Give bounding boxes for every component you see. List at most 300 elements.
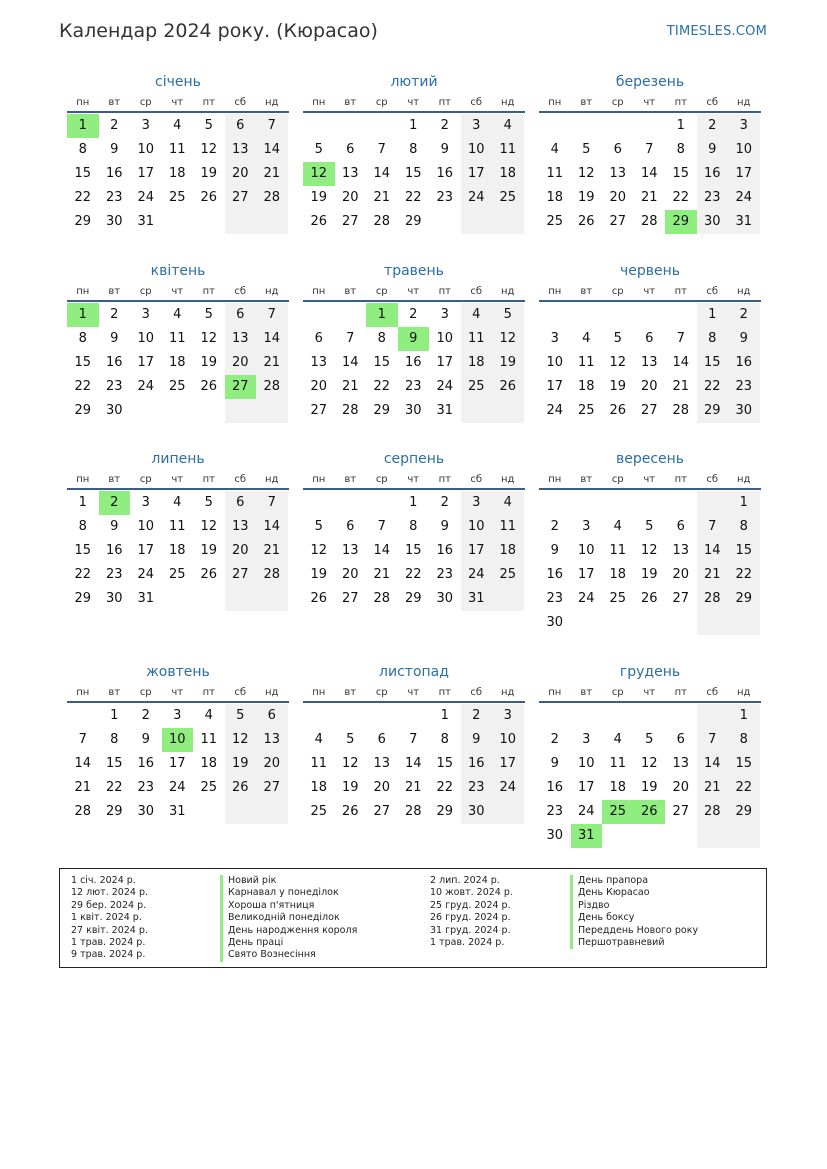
day-cell: 17 — [137, 355, 155, 370]
day-cell: 21 — [373, 190, 391, 205]
day-cell: 4 — [613, 732, 622, 747]
legend-holiday-name: Свято Вознесіння — [220, 949, 357, 961]
empty-cell — [634, 824, 666, 848]
day-cell: 10 — [728, 138, 760, 162]
day-cell: 24 — [137, 567, 155, 582]
day-cell: 31 — [168, 804, 186, 819]
day-cell: 9 — [461, 728, 493, 752]
weekday-label: чт — [407, 286, 420, 297]
day-cell: 5 — [204, 307, 213, 322]
month-4 — [67, 261, 289, 423]
weekday-label: нд — [265, 687, 279, 698]
month-12 — [539, 662, 761, 848]
weekday-label: сб — [470, 286, 483, 297]
weekday-label: вт — [108, 687, 121, 698]
empty-cell — [225, 587, 257, 611]
day-cell: 22 — [697, 375, 729, 399]
day-cell: 6 — [645, 331, 654, 346]
day-cell: 21 — [256, 539, 288, 563]
day-cell: 4 — [613, 519, 622, 534]
day-cell: 11 — [168, 331, 186, 346]
day-cell: 5 — [645, 732, 654, 747]
legend-holiday-name: Хороша п'ятниця — [220, 900, 357, 912]
day-cell: 29 — [697, 399, 729, 423]
empty-cell — [728, 611, 760, 635]
day-cell: 10 — [492, 728, 524, 752]
day-cell: 4 — [314, 732, 323, 747]
day-cell: 17 — [436, 355, 454, 370]
day-cell: 23 — [105, 567, 123, 582]
day-cell: 14 — [640, 166, 658, 181]
day-cell: 26 — [577, 214, 595, 229]
day-cell: 16 — [728, 351, 760, 375]
day-cell: 18 — [492, 539, 524, 563]
day-cell: 12 — [341, 756, 359, 771]
day-cell: 10 — [137, 331, 155, 346]
day-cell: 30 — [105, 591, 123, 606]
weekday-label: чт — [643, 474, 656, 485]
empty-cell — [634, 704, 666, 728]
day-cell: 24 — [461, 563, 493, 587]
day-cell: 28 — [256, 563, 288, 587]
day-cell: 12 — [310, 543, 328, 558]
day-cell: 24 — [577, 591, 595, 606]
weekday-label: пт — [438, 286, 451, 297]
empty-cell — [366, 704, 398, 728]
day-cell: 14 — [672, 355, 690, 370]
day-cell: 16 — [546, 567, 564, 582]
day-cell: 4 — [461, 303, 493, 327]
weekday-label: чт — [407, 687, 420, 698]
weekday-label: сб — [234, 474, 247, 485]
day-cell: 24 — [461, 186, 493, 210]
empty-cell — [461, 210, 493, 234]
day-cell: 8 — [110, 732, 119, 747]
holiday-day: 25 — [602, 800, 634, 824]
day-cell: 25 — [168, 567, 186, 582]
legend-date: 12 лют. 2024 р. — [71, 887, 148, 899]
weekday-label: вт — [580, 97, 593, 108]
day-cell: 3 — [461, 491, 493, 515]
month-name: лютий — [390, 74, 438, 90]
day-cell: 7 — [256, 303, 288, 327]
month-name: грудень — [619, 664, 681, 680]
weekday-label: вт — [580, 687, 593, 698]
day-cell: 28 — [373, 214, 391, 229]
empty-cell — [335, 491, 367, 515]
day-cell: 7 — [697, 515, 729, 539]
day-cell: 22 — [105, 780, 123, 795]
empty-cell — [492, 399, 524, 423]
weekday-label: пн — [76, 286, 90, 297]
empty-cell — [303, 491, 335, 515]
weekday-label: вт — [580, 286, 593, 297]
day-cell: 3 — [492, 704, 524, 728]
day-cell: 18 — [577, 379, 595, 394]
day-cell: 11 — [168, 142, 186, 157]
legend-date: 26 груд. 2024 р. — [430, 912, 511, 924]
empty-cell — [130, 399, 162, 423]
day-cell: 18 — [609, 567, 627, 582]
day-cell: 16 — [436, 166, 454, 181]
day-cell: 1 — [78, 495, 87, 510]
weekday-header — [303, 92, 525, 113]
day-cell: 20 — [640, 379, 658, 394]
day-cell: 30 — [137, 804, 155, 819]
weekday-label: чт — [171, 474, 184, 485]
empty-cell — [256, 210, 288, 234]
month-name: липень — [151, 451, 205, 467]
day-grid — [303, 303, 525, 423]
month-2 — [303, 72, 525, 234]
day-cell: 11 — [609, 756, 627, 771]
weekday-label: сб — [234, 286, 247, 297]
day-cell: 20 — [225, 539, 257, 563]
day-cell: 21 — [256, 351, 288, 375]
day-cell: 25 — [492, 186, 524, 210]
day-cell: 22 — [404, 567, 422, 582]
holiday-day: 27 — [225, 375, 257, 399]
empty-cell — [193, 587, 225, 611]
weekday-header — [539, 469, 761, 490]
day-cell: 13 — [341, 543, 359, 558]
day-cell: 29 — [436, 804, 454, 819]
day-cell: 3 — [461, 114, 493, 138]
weekday-label: пт — [674, 687, 687, 698]
day-grid — [303, 491, 525, 611]
day-cell: 8 — [440, 732, 449, 747]
day-grid — [67, 704, 289, 824]
month-5 — [303, 261, 525, 423]
day-cell: 18 — [609, 780, 627, 795]
weekday-label: сб — [706, 286, 719, 297]
day-cell: 25 — [492, 563, 524, 587]
site-link[interactable]: TIMESLES.COM — [666, 24, 767, 39]
month-name: вересень — [615, 451, 685, 467]
weekday-label: пн — [76, 97, 90, 108]
day-cell: 25 — [577, 403, 595, 418]
day-cell: 3 — [582, 519, 591, 534]
day-cell: 27 — [310, 403, 328, 418]
holiday-day: 1 — [67, 114, 99, 138]
day-cell: 9 — [550, 756, 559, 771]
day-cell: 24 — [137, 190, 155, 205]
day-cell: 3 — [141, 495, 150, 510]
day-cell: 20 — [225, 162, 257, 186]
weekday-label: ср — [139, 286, 152, 297]
day-cell: 30 — [697, 210, 729, 234]
day-cell: 28 — [74, 804, 92, 819]
empty-cell — [335, 303, 367, 327]
day-cell: 15 — [728, 539, 760, 563]
empty-cell — [539, 303, 571, 327]
day-cell: 30 — [461, 800, 493, 824]
day-cell: 6 — [346, 519, 355, 534]
day-cell: 9 — [110, 519, 119, 534]
day-cell: 14 — [341, 355, 359, 370]
day-cell: 26 — [492, 375, 524, 399]
day-cell: 8 — [78, 142, 87, 157]
weekday-label: вт — [108, 474, 121, 485]
weekday-label: сб — [234, 97, 247, 108]
month-6 — [539, 261, 761, 423]
page-title: Календар 2024 року. (Кюрасао) — [59, 20, 378, 42]
day-cell: 16 — [404, 355, 422, 370]
weekday-label: вт — [108, 97, 121, 108]
day-cell: 4 — [550, 142, 559, 157]
day-cell: 2 — [728, 303, 760, 327]
legend-date: 1 трав. 2024 р. — [430, 937, 505, 949]
day-cell: 24 — [436, 379, 454, 394]
day-cell: 5 — [492, 303, 524, 327]
day-cell: 2 — [409, 307, 418, 322]
day-cell: 11 — [609, 543, 627, 558]
day-cell: 10 — [577, 543, 595, 558]
day-cell: 13 — [225, 138, 257, 162]
legend-holiday-name: День прапора — [570, 875, 698, 887]
day-cell: 27 — [225, 563, 257, 587]
legend-date: 29 бер. 2024 р. — [71, 899, 147, 911]
day-cell: 5 — [582, 142, 591, 157]
day-cell: 19 — [200, 355, 218, 370]
empty-cell — [225, 210, 257, 234]
empty-cell — [539, 491, 571, 515]
day-cell: 12 — [200, 331, 218, 346]
day-cell: 9 — [697, 138, 729, 162]
day-cell: 1 — [676, 118, 685, 133]
weekday-header — [539, 92, 761, 113]
weekday-label: нд — [265, 97, 279, 108]
day-cell: 20 — [225, 351, 257, 375]
weekday-label: ср — [375, 286, 388, 297]
day-cell: 18 — [200, 756, 218, 771]
day-cell: 15 — [373, 355, 391, 370]
day-cell: 10 — [137, 519, 155, 534]
day-cell: 24 — [546, 403, 564, 418]
day-cell: 29 — [728, 800, 760, 824]
day-cell: 22 — [728, 563, 760, 587]
weekday-label: пн — [548, 97, 562, 108]
holiday-day: 29 — [665, 210, 697, 234]
weekday-label: нд — [501, 286, 515, 297]
day-cell: 22 — [74, 190, 92, 205]
day-cell: 19 — [200, 166, 218, 181]
day-cell: 1 — [409, 118, 418, 133]
day-cell: 19 — [492, 351, 524, 375]
weekday-label: ср — [611, 687, 624, 698]
weekday-label: сб — [706, 474, 719, 485]
day-cell: 21 — [640, 190, 658, 205]
month-name: листопад — [379, 664, 449, 680]
weekday-label: вт — [344, 97, 357, 108]
day-cell: 14 — [404, 756, 422, 771]
weekday-header — [303, 469, 525, 490]
empty-cell — [571, 611, 603, 635]
empty-cell — [665, 824, 697, 848]
weekday-label: нд — [265, 474, 279, 485]
day-cell: 10 — [436, 331, 454, 346]
day-cell: 11 — [461, 327, 493, 351]
day-cell: 7 — [645, 142, 654, 157]
month-name: серпень — [383, 451, 445, 467]
day-cell: 22 — [404, 190, 422, 205]
day-cell: 29 — [404, 591, 422, 606]
holiday-day: 10 — [162, 728, 194, 752]
empty-cell — [366, 114, 398, 138]
weekday-header — [67, 281, 289, 302]
weekday-label: вт — [344, 474, 357, 485]
holiday-legend — [59, 868, 767, 968]
day-cell: 2 — [550, 732, 559, 747]
day-cell: 27 — [640, 403, 658, 418]
empty-cell — [461, 399, 493, 423]
legend-date: 1 трав. 2024 р. — [71, 937, 146, 949]
legend-date: 9 трав. 2024 р. — [71, 949, 146, 961]
day-cell: 20 — [256, 752, 288, 776]
holiday-day: 12 — [303, 162, 335, 186]
weekday-label: сб — [706, 97, 719, 108]
legend-holiday-name: Новий рік — [220, 875, 357, 887]
day-cell: 9 — [110, 142, 119, 157]
day-cell: 19 — [225, 752, 257, 776]
day-cell: 12 — [640, 543, 658, 558]
day-cell: 6 — [225, 491, 257, 515]
day-cell: 23 — [436, 567, 454, 582]
empty-cell — [665, 491, 697, 515]
empty-cell — [398, 704, 430, 728]
empty-cell — [665, 611, 697, 635]
weekday-label: вт — [108, 286, 121, 297]
day-cell: 7 — [676, 331, 685, 346]
day-cell: 27 — [341, 214, 359, 229]
day-cell: 26 — [200, 190, 218, 205]
weekday-label: пт — [438, 687, 451, 698]
day-cell: 26 — [640, 591, 658, 606]
month-7 — [67, 449, 289, 611]
day-cell: 30 — [546, 615, 564, 630]
day-cell: 5 — [613, 331, 622, 346]
day-cell: 23 — [404, 379, 422, 394]
day-cell: 27 — [373, 804, 391, 819]
day-cell: 25 — [461, 375, 493, 399]
day-cell: 15 — [728, 752, 760, 776]
day-cell: 13 — [225, 515, 257, 539]
day-cell: 6 — [346, 142, 355, 157]
day-cell: 20 — [341, 567, 359, 582]
legend-date: 1 січ. 2024 р. — [71, 875, 136, 886]
day-cell: 4 — [173, 495, 182, 510]
day-cell: 31 — [461, 587, 493, 611]
day-cell: 20 — [609, 190, 627, 205]
day-cell: 4 — [173, 307, 182, 322]
day-cell: 31 — [728, 210, 760, 234]
day-cell: 7 — [377, 142, 386, 157]
day-cell: 2 — [141, 708, 150, 723]
day-cell: 14 — [256, 327, 288, 351]
day-cell: 15 — [672, 166, 690, 181]
day-cell: 8 — [676, 142, 685, 157]
empty-cell — [602, 114, 634, 138]
holiday-day: 26 — [634, 800, 666, 824]
day-cell: 12 — [225, 728, 257, 752]
day-grid — [67, 303, 289, 423]
weekday-label: чт — [407, 97, 420, 108]
day-grid — [539, 114, 761, 234]
empty-cell — [162, 399, 194, 423]
weekday-label: пн — [76, 474, 90, 485]
day-cell: 25 — [609, 591, 627, 606]
day-cell: 15 — [74, 166, 92, 181]
day-cell: 16 — [137, 756, 155, 771]
day-cell: 16 — [436, 543, 454, 558]
day-cell: 5 — [204, 495, 213, 510]
day-cell: 22 — [74, 379, 92, 394]
day-grid — [67, 491, 289, 611]
day-cell: 21 — [697, 563, 729, 587]
month-name: червень — [619, 263, 681, 279]
holiday-day: 2 — [99, 491, 131, 515]
empty-cell — [256, 800, 288, 824]
day-cell: 26 — [310, 214, 328, 229]
day-cell: 17 — [137, 543, 155, 558]
weekday-label: ср — [611, 97, 624, 108]
day-cell: 22 — [728, 776, 760, 800]
empty-cell — [697, 824, 729, 848]
weekday-label: пт — [674, 474, 687, 485]
day-cell: 10 — [461, 515, 493, 539]
day-cell: 13 — [672, 543, 690, 558]
holiday-day: 9 — [398, 327, 430, 351]
day-cell: 2 — [110, 307, 119, 322]
day-cell: 26 — [225, 776, 257, 800]
day-cell: 6 — [256, 704, 288, 728]
weekday-label: пн — [76, 687, 90, 698]
day-cell: 22 — [74, 567, 92, 582]
day-cell: 17 — [168, 756, 186, 771]
day-cell: 23 — [137, 780, 155, 795]
empty-cell — [571, 491, 603, 515]
weekday-label: пн — [312, 286, 326, 297]
day-cell: 17 — [461, 539, 493, 563]
weekday-label: ср — [139, 474, 152, 485]
day-cell: 8 — [728, 728, 760, 752]
holiday-day: 31 — [571, 824, 603, 848]
day-cell: 14 — [373, 166, 391, 181]
day-cell: 22 — [672, 190, 690, 205]
day-cell: 16 — [105, 355, 123, 370]
day-cell: 24 — [728, 186, 760, 210]
weekday-header — [303, 682, 525, 703]
weekday-label: сб — [470, 687, 483, 698]
empty-cell — [225, 399, 257, 423]
day-cell: 27 — [256, 776, 288, 800]
holiday-day: 1 — [67, 303, 99, 327]
empty-cell — [492, 210, 524, 234]
day-cell: 11 — [200, 732, 218, 747]
day-cell: 16 — [461, 752, 493, 776]
day-cell: 27 — [672, 804, 690, 819]
day-cell: 8 — [78, 331, 87, 346]
legend-holiday-name: День народження короля — [220, 925, 357, 937]
day-cell: 27 — [672, 591, 690, 606]
day-cell: 2 — [440, 118, 449, 133]
day-cell: 29 — [74, 214, 92, 229]
weekday-label: пн — [312, 97, 326, 108]
day-cell: 20 — [310, 379, 328, 394]
weekday-label: пт — [202, 286, 215, 297]
day-cell: 28 — [697, 800, 729, 824]
day-cell: 21 — [672, 379, 690, 394]
